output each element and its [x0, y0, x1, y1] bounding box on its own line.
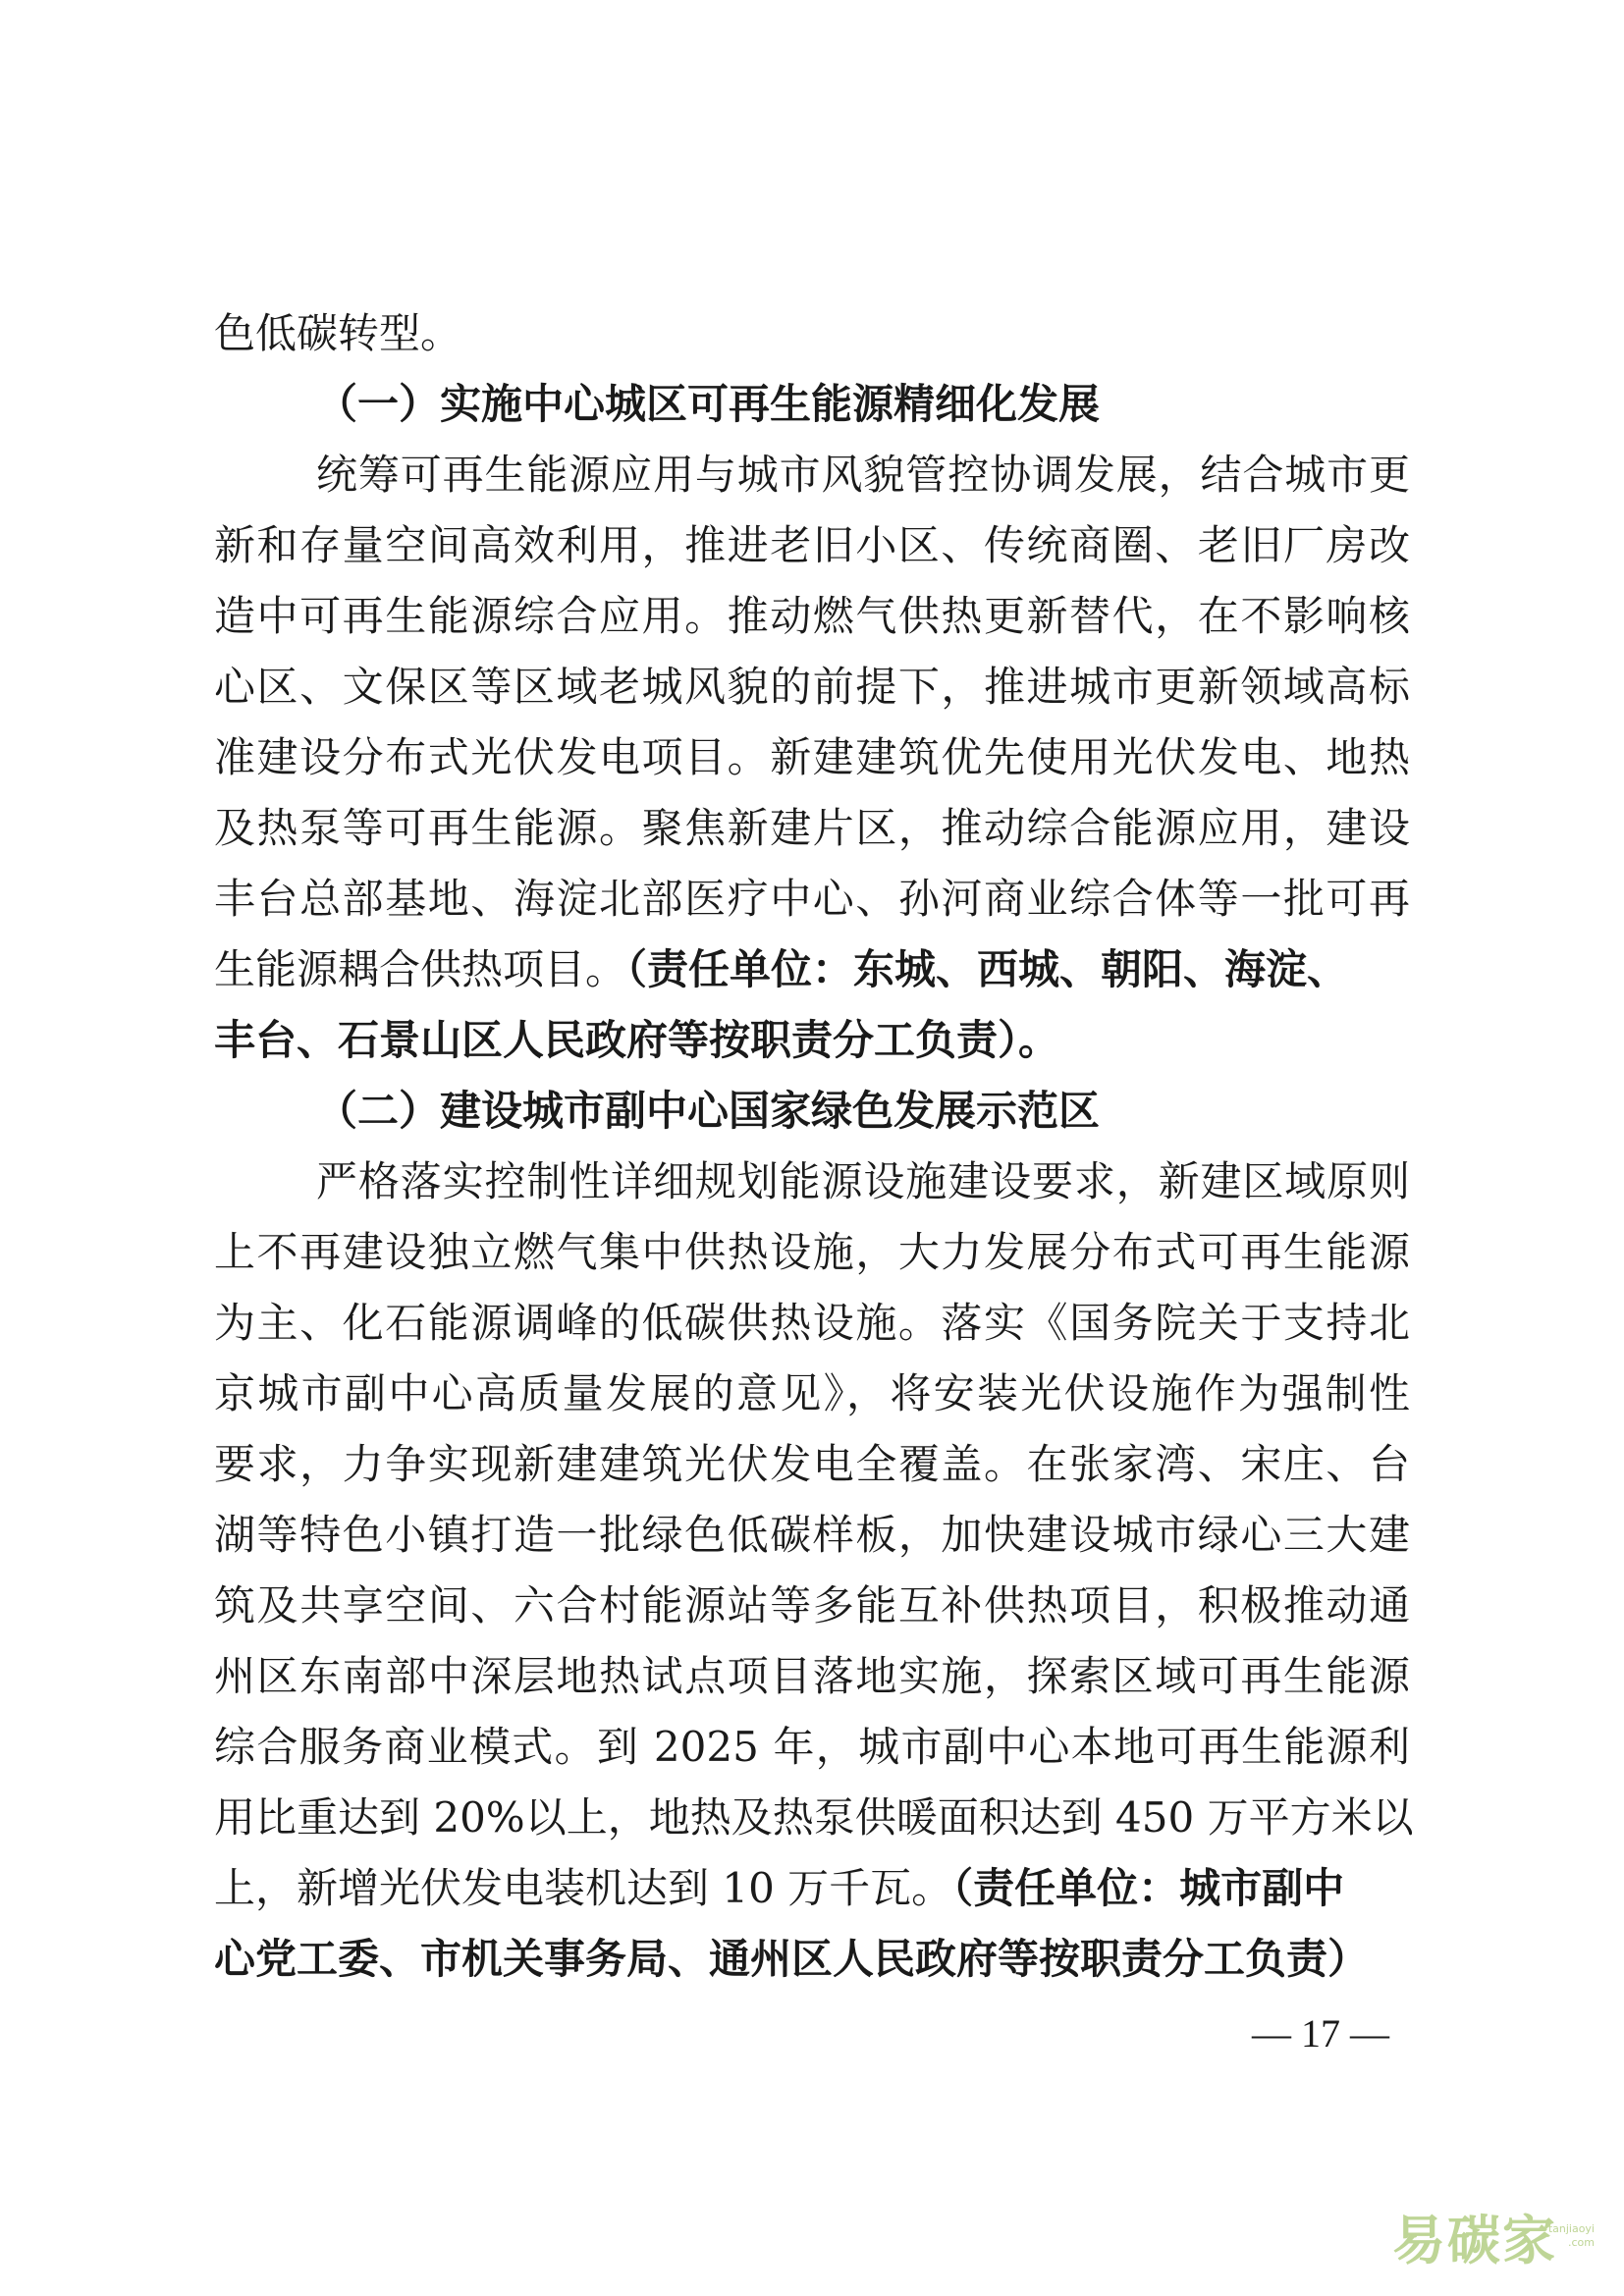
section-heading-1: （一）实施中心城区可再生能源精细化发展 — [316, 380, 1101, 428]
text-line: 为主、化石能源调峰的低碳供热设施。落实《国务院关于支持北 — [214, 1299, 1410, 1347]
watermark-text: 易碳家 — [1392, 2210, 1557, 2271]
watermark-logo — [1384, 2209, 1600, 2277]
text-line: 色低碳转型。 — [214, 309, 462, 357]
text-line: 要求，力争实现新建建筑光伏发电全覆盖。在张家湾、宋庄、台 — [214, 1440, 1410, 1488]
text-segment: 上，新增光伏发电装机达到 10 万千瓦。 — [214, 1864, 953, 1912]
text-line: 丰台总部基地、海淀北部医疗中心、孙河商业综合体等一批可再 — [214, 875, 1410, 923]
text-line: 统筹可再生能源应用与城市风貌管控协调发展，结合城市更 — [316, 451, 1410, 499]
text-line — [214, 1865, 1344, 1912]
text-line: 州区东南部中深层地热试点项目落地实施，探索区域可再生能源 — [214, 1652, 1410, 1700]
text-line: 筑及共享空间、六合村能源站等多能互补供热项目，积极推动通 — [214, 1581, 1410, 1629]
text-line: 上不再建设独立燃气集中供热设施，大力发展分布式可再生能源 — [214, 1228, 1410, 1276]
text-line: 心区、文保区等区域老城风貌的前提下，推进城市更新领域高标 — [214, 663, 1410, 711]
watermark-domain: tanjiaoyi .com — [1547, 2222, 1595, 2249]
text-line: 及热泵等可再生能源。聚焦新建片区，推动综合能源应用，建设 — [214, 804, 1410, 852]
text-line: 综合服务商业模式。到 2025 年，城市副中心本地可再生能源利 — [214, 1723, 1410, 1771]
text-segment: 生能源耦合供热项目。 — [214, 945, 627, 993]
responsibility-note: （责任单位：东城、西城、朝阳、海淀、 — [626, 945, 1349, 993]
responsibility-note: 丰台、石景山区人民政府等按职责分工负责）。 — [214, 1016, 1060, 1064]
text-line: 造中可再生能源综合应用。推动燃气供热更新替代，在不影响核 — [214, 592, 1410, 640]
text-line — [214, 946, 1348, 993]
text-line: 新和存量空间高效利用，推进老旧小区、传统商圈、老旧厂房改 — [214, 521, 1410, 569]
text-line: 京城市副中心高质量发展的意见》，将安装光伏设施作为强制性 — [214, 1369, 1410, 1417]
responsibility-note: 心党工委、市机关事务局、通州区人民政府等按职责分工负责） — [214, 1935, 1370, 1983]
responsibility-note: （责任单位：城市副中 — [952, 1864, 1345, 1912]
text-line: 用比重达到 20%以上，地热及热泵供暖面积达到 450 万平方米以 — [214, 1793, 1414, 1842]
text-line: 严格落实控制性详细规划能源设施建设要求，新建区域原则 — [316, 1157, 1410, 1205]
text-line: 湖等特色小镇打造一批绿色低碳样板，加快建设城市绿心三大建 — [214, 1511, 1410, 1559]
text-line: 准建设分布式光伏发电项目。新建建筑优先使用光伏发电、地热 — [214, 733, 1410, 781]
section-heading-2: （二）建设城市副中心国家绿色发展示范区 — [316, 1087, 1101, 1135]
page-number: — 17 — — [1252, 2011, 1389, 2056]
